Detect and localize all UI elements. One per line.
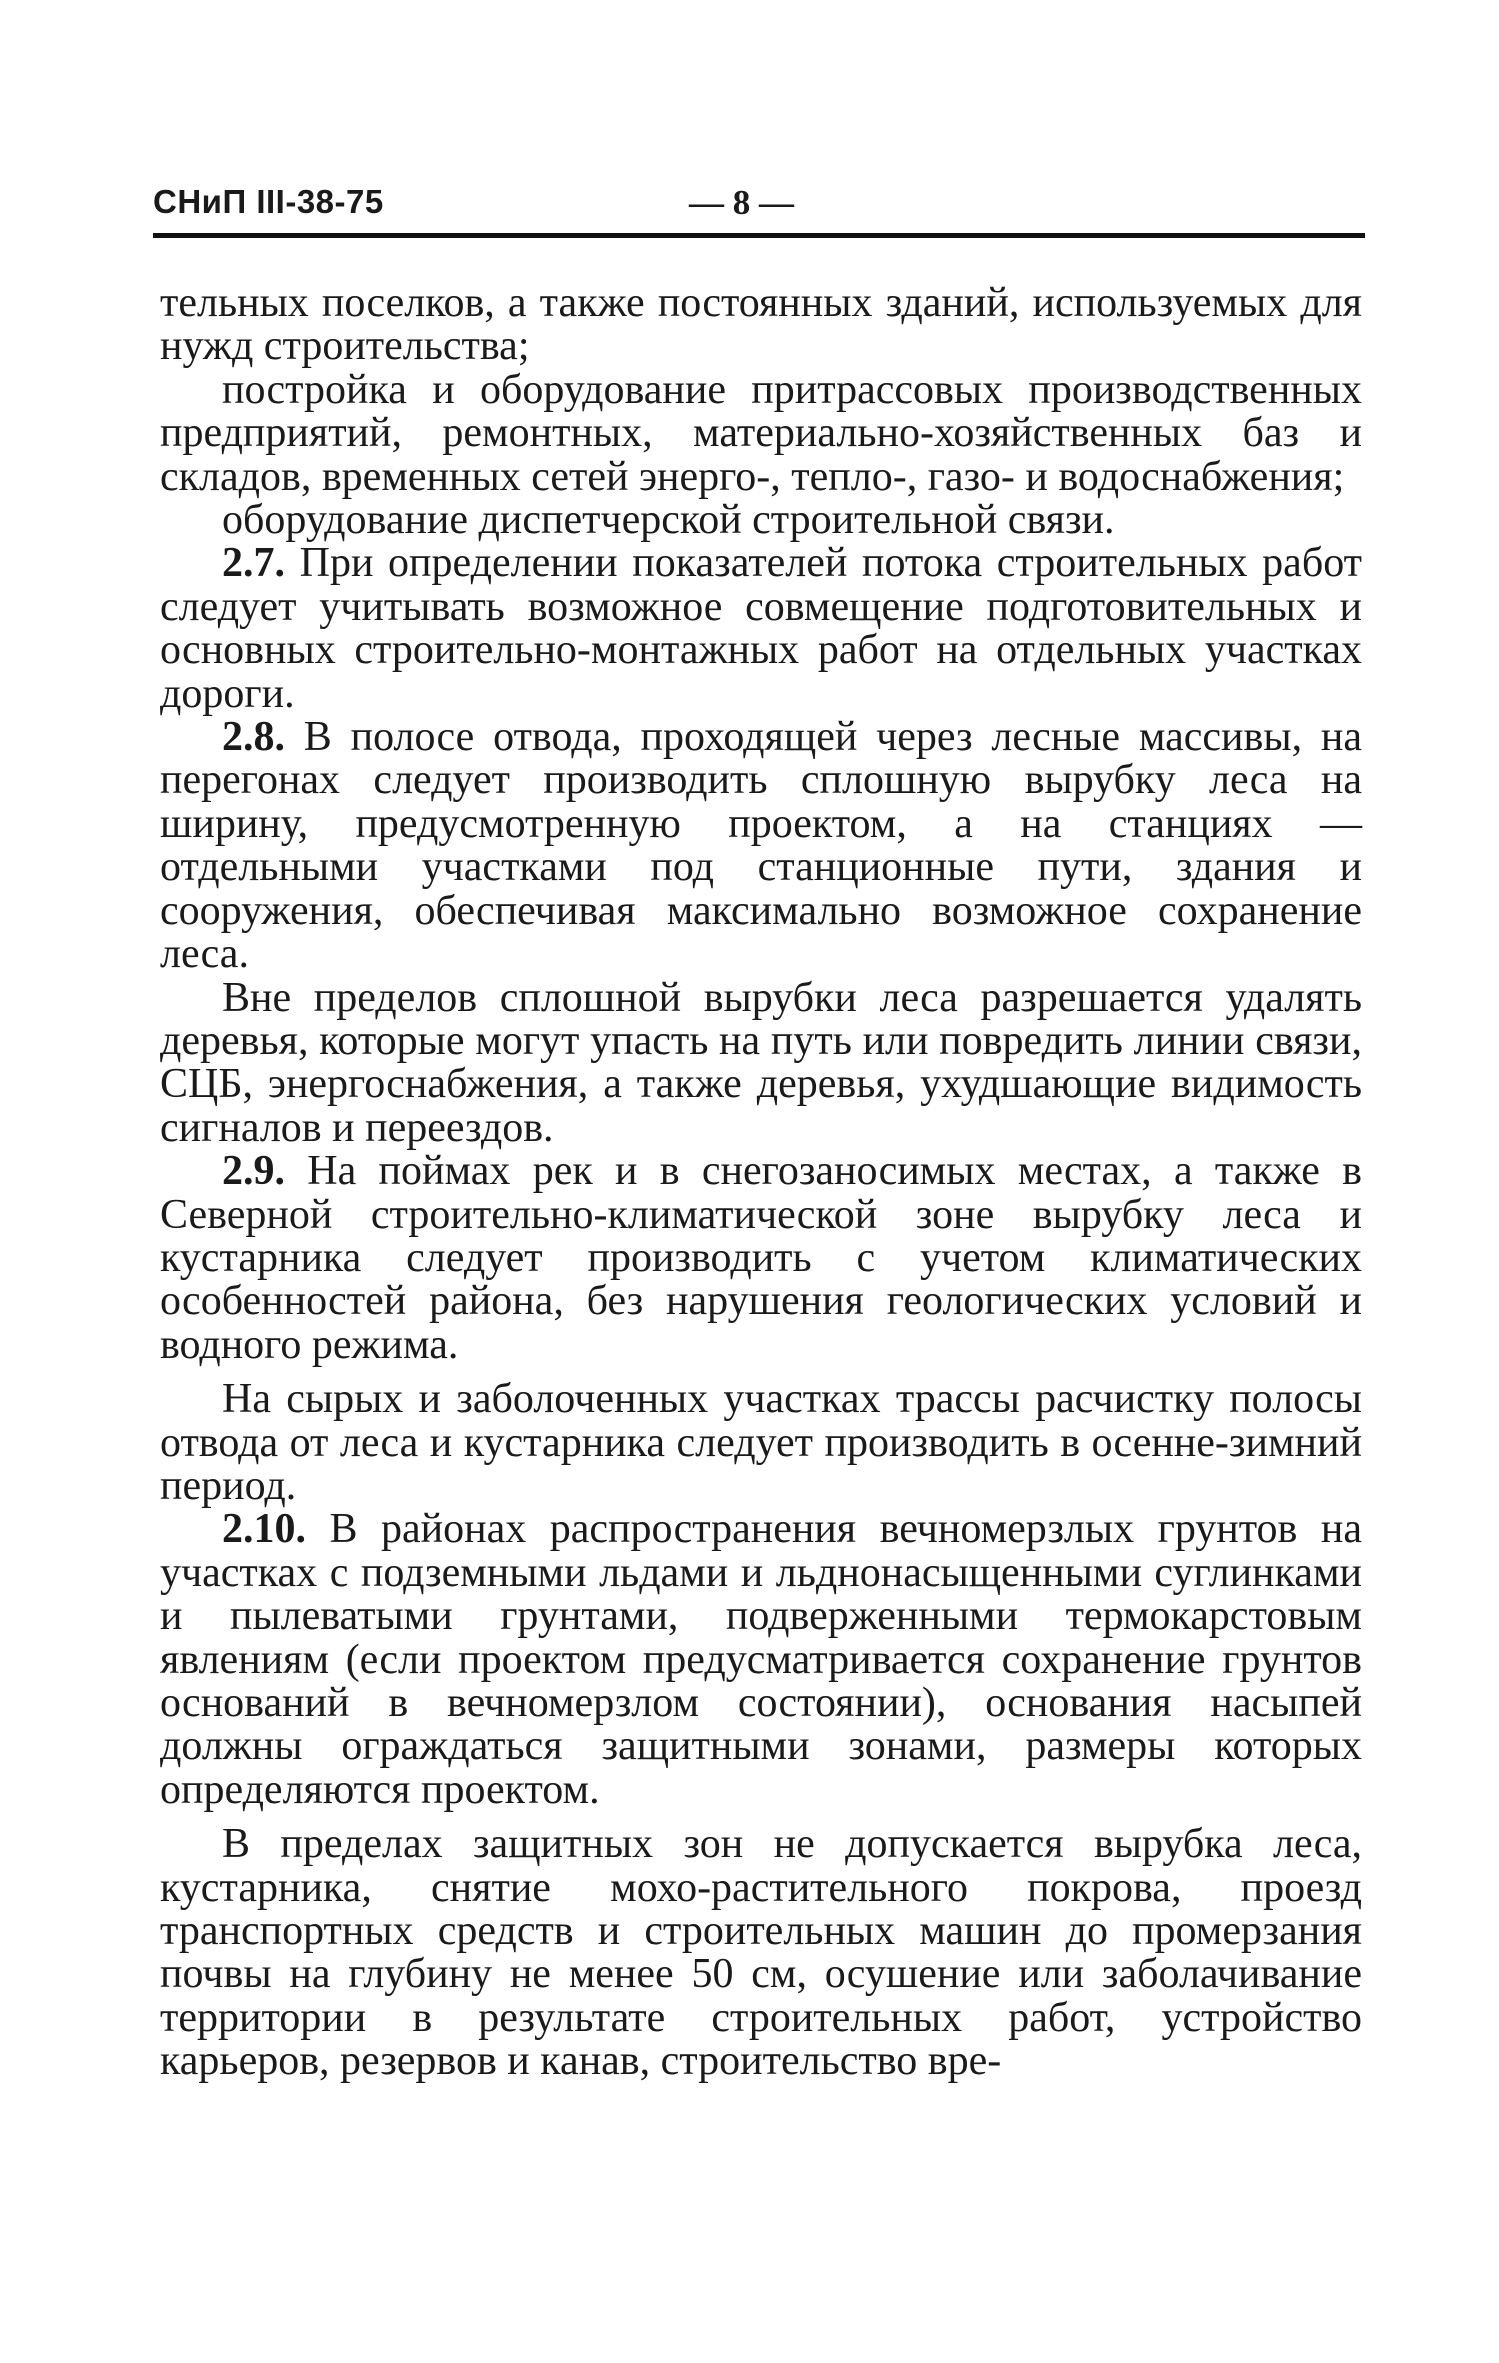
paragraph — [160, 1823, 1362, 2083]
paragraph-text: постройка и оборудование притрассовых производственных предприятий, ремонтных, материально-хозяйственных баз и складов, временных сетей энерго-, тепло-, газо- и водоснабжения; — [160, 366, 1362, 500]
paragraph-text: Вне пределов сплошной вырубки леса разрешается удалять деревья, которые могут упасть на путь или повредить линии связи, СЦБ, энергоснабжения, а также деревья, ухудшающие видимость сигналов и переездов. — [160, 974, 1362, 1151]
paragraph — [160, 974, 1362, 1151]
clause-number: 2.8. — [222, 714, 285, 761]
paragraph-text: тельных поселков, а также постоянных зданий, используемых для нужд строительства; — [160, 280, 1362, 370]
clause-number: 2.9. — [222, 1148, 285, 1195]
paragraph-text: В пределах защитных зон не допускается вырубка леса, кустарника, снятие мохо-растительного покрова, проезд транспортных средств и строительных машин до промерзания почвы на глубину не менее 50 см, осушение или заболачивание территории в результате строительных работ, устройство карьеров, резервов и канав, строительство вре- — [160, 1821, 1362, 2085]
paragraph-text: В полосе отвода, проходящей через лесные массивы, на перегонах следует производить сплошную вырубку леса на ширину, предусмотренную проектом, а на станциях — отдельными участками под станционные пути, здания и сооружения, обеспечивая максимально возможное сохранение леса. — [160, 714, 1362, 978]
paragraph-text: При определении показателей потока строительных работ следует учитывать возможное совмещение подготовительных и основных строительно-монтажных работ на отдельных участках дороги. — [160, 540, 1362, 717]
paragraph — [160, 366, 1362, 500]
page-number: — 8 — — [689, 183, 794, 222]
header-divider — [153, 233, 1365, 238]
document-code: СНиП III-38-75 — [153, 183, 384, 220]
paragraph — [160, 542, 1362, 716]
paragraph — [160, 1508, 1362, 1812]
paragraph — [160, 716, 1362, 976]
paragraph — [160, 282, 1362, 369]
paragraph-text: На сырых и заболоченных участках трассы расчистку полосы отвода от леса и кустарника следует производить в осенне-зимний период. — [160, 1376, 1362, 1509]
paragraph-text: На поймах рек и в снегозаносимых местах, а также в Северной строительно-климатической зоне вырубку леса и кустарника следует производить с учетом климатических особенностей района, без нарушения геологических условий и водного режима. — [160, 1148, 1362, 1368]
paragraph — [160, 1150, 1362, 1367]
paragraph-text: оборудование диспетчерской строительной связи. — [222, 497, 1115, 544]
paragraph — [160, 1378, 1362, 1508]
clause-number: 2.10. — [222, 1506, 306, 1553]
paragraph-text: В районах распространения вечномерзлых грунтов на участках с подземными льдами и льднонасыщенными суглинками и пылеватыми грунтами, подверженными термокарстовым явлениям (если проектом предусматривается сохранение грунтов оснований в вечномерзлом состоянии), основания насыпей должны ограждаться защитными зонами, размеры которых определяются проектом. — [160, 1506, 1362, 1813]
paragraph — [160, 499, 1362, 542]
body-text — [160, 282, 1362, 2084]
page-header — [153, 183, 1365, 229]
clause-number: 2.7. — [222, 540, 285, 587]
